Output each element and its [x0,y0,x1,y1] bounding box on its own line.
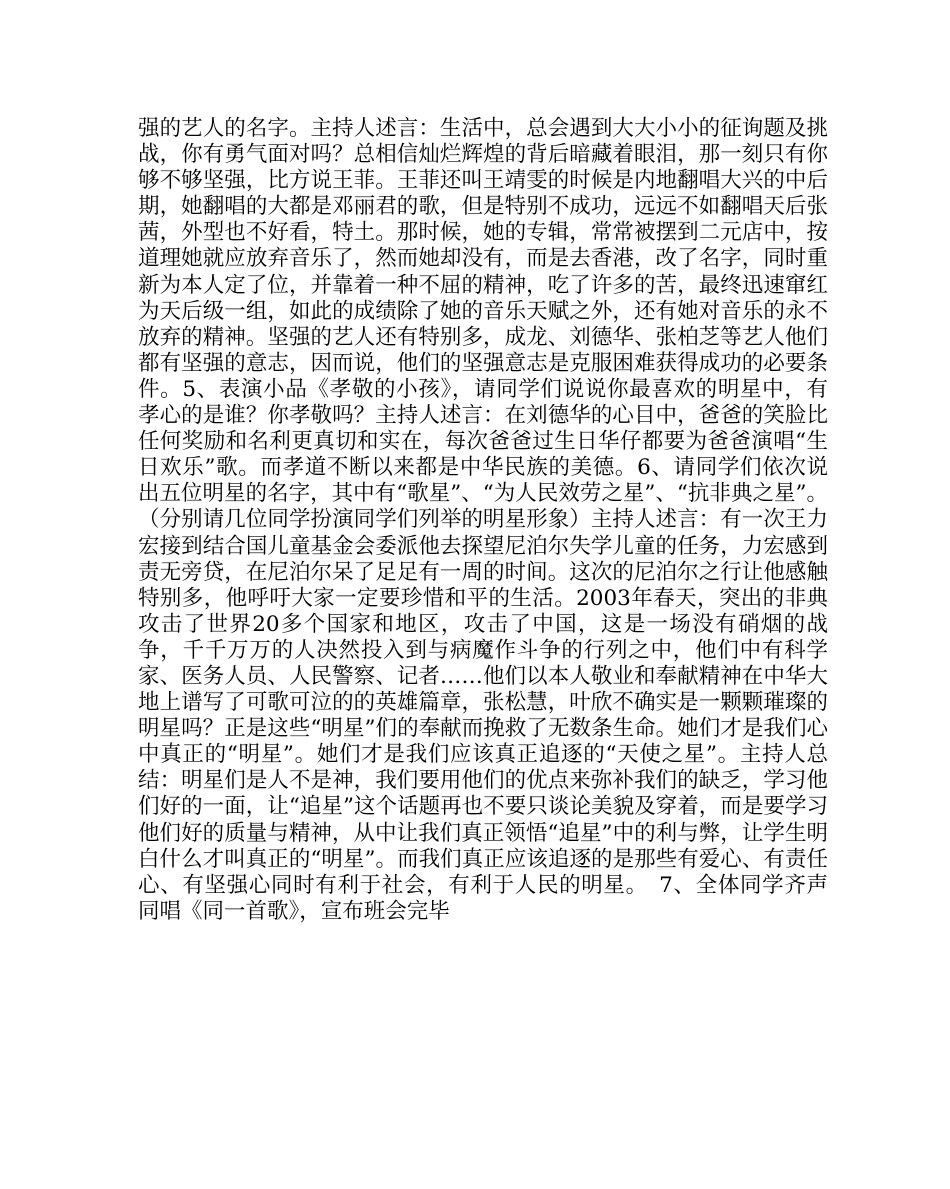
document-body [138,116,828,925]
body-paragraph: 强的艺人的名字。主持人述言：生活中，总会遇到大大小小的征询题及挑战，你有勇气面对吗？总相信灿烂辉煌的背后暗藏着眼泪，那一刻只有你够不够坚强，比方说王菲。王菲还叫王靖雯的时候是内地翻唱大兴的中后期，她翻唱的大都是邓丽君的歌，但是特别不成功，远远不如翻唱天后张茜，外型也不好看，特土。那时候，她的专辑，常常被摆到二元店中，按道理她就应放弃音乐了，然而她却没有，而是去香港，改了名字，同时重新为本人定了位，并靠着一种不屈的精神，吃了许多的苦，最终迅速窜红为天后级一组，如此的成绩除了她的音乐天赋之外，还有她对音乐的永不放弃的精神。坚强的艺人还有特别多，成龙、刘德华、张柏芝等艺人他们都有坚强的意志，因而说，他们的坚强意志是克服困难获得成功的必要条件。5、表演小品《孝敬的小孩》，请同学们说说你最喜欢的明星中，有孝心的是谁？你孝敬吗？主持人述言：在刘德华的心目中，爸爸的笑脸比任何奖励和名利更真切和实在，每次爸爸过生日华仔都要为爸爸演唱“生日欢乐”歌。而孝道不断以来都是中华民族的美德。6、请同学们依次说出五位明星的名字，其中有“歌星”、“为人民效劳之星”、“抗非典之星”。（分别请几位同学扮演同学们列举的明星形象）主持人述言：有一次王力宏接到结合国儿童基金会委派他去探望尼泊尔失学儿童的任务，力宏感到责无旁贷，在尼泊尔呆了足足有一周的时间。这次的尼泊尔之行让他感触特别多，他呼吁大家一定要珍惜和平的生活。2003年春天，突出的非典攻击了世界20多个国家和地区，攻击了中国，这是一场没有硝烟的战争，千千万万的人决然投入到与病魔作斗争的行列之中，他们中有科学家、医务人员、人民警察、记者……他们以本人敬业和奉献精神在中华大地上谱写了可歌可泣的的英雄篇章，张松慧，叶欣不确实是一颗颗璀璨的明星吗？正是这些“明星”们的奉献而挽救了无数条生命。她们才是我们心中真正的“明星”。她们才是我们应该真正追逐的“天使之星”。主持人总结：明星们是人不是神，我们要用他们的优点来弥补我们的缺乏，学习他们好的一面，让“追星”这个话题再也不要只谈论美貌及穿着，而是要学习他们好的质量与精神，从中让我们真正领悟“追星”中的利与弊，让学生明白什么才叫真正的“明星”。而我们真正应该追逐的是那些有爱心、有责任心、有坚强心同时有利于社会，有利于人民的明星。 7、全体同学齐声同唱《同一首歌》，宣布班会完毕 [138,116,828,924]
